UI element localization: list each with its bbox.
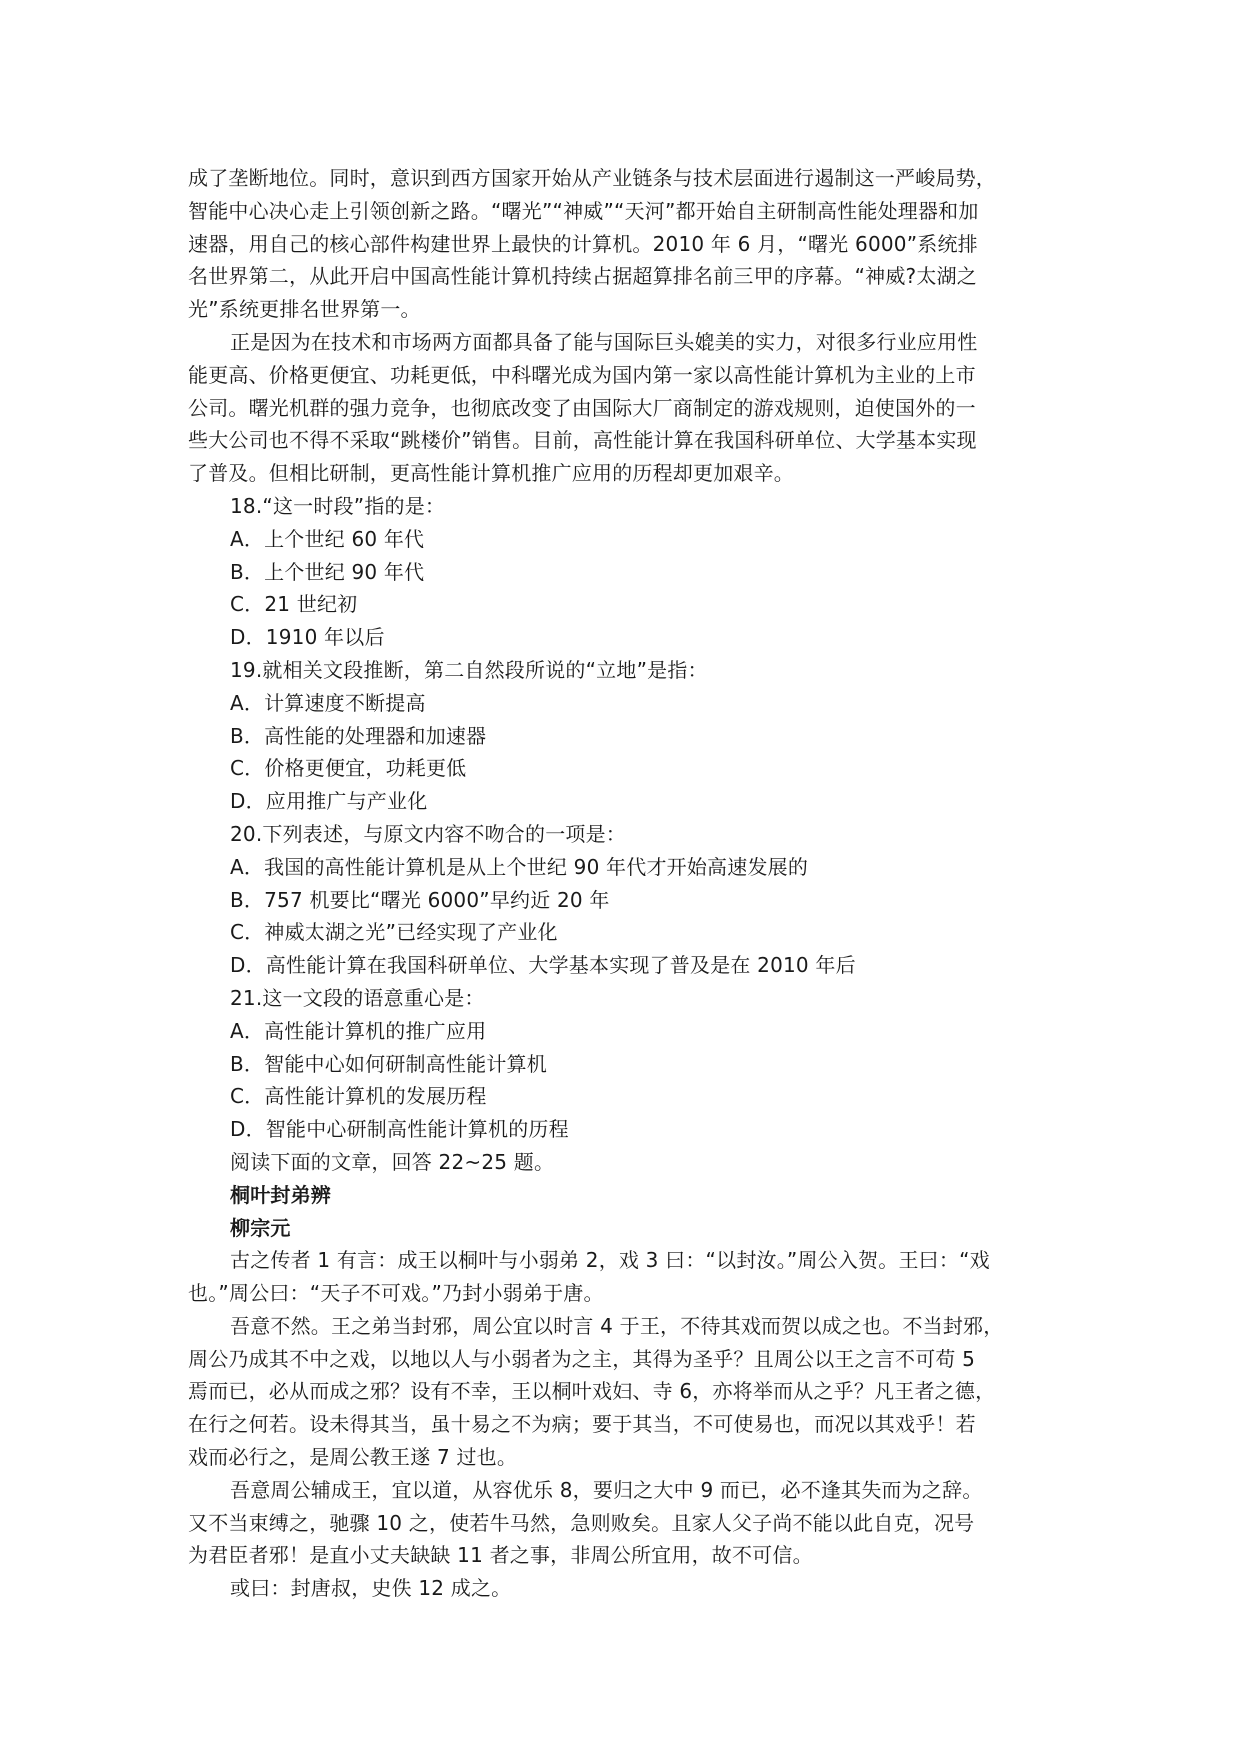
text-line: 为君臣者邪！是直小丈夫缺缺 11 者之事，非周公所宜用，故不可信。 — [188, 1543, 813, 1568]
text-line: 能更高、价格更便宜、功耗更低，中科曙光成为国内第一家以高性能计算机为主业的上市 — [188, 362, 976, 387]
text-line: D．1910 年以后 — [230, 625, 385, 650]
text-line: 也。”周公曰：“天子不可戏。”乃封小弱弟于唐。 — [188, 1281, 604, 1306]
text-line: D．高性能计算在我国科研单位、大学基本实现了普及是在 2010 年后 — [230, 953, 856, 978]
text-line: 吾意不然。王之弟当封邪，周公宜以时言 4 于王，不待其戏而贺以成之也。不当封邪， — [230, 1313, 1004, 1338]
text-line: A．上个世纪 60 年代 — [230, 526, 425, 551]
text-line: A．我国的高性能计算机是从上个世纪 90 年代才开始高速发展的 — [230, 854, 809, 879]
text-line: 速器，用自己的核心部件构建世界上最快的计算机。2010 年 6 月，“曙光 6000”系统排 — [188, 231, 978, 256]
text-line: 21.这一文段的语意重心是： — [230, 985, 485, 1010]
text-line: B．757 机要比“曙光 6000”早约近 20 年 — [230, 887, 610, 912]
text-line: C．21 世纪初 — [230, 592, 358, 617]
text-line: C．神威太湖之光”已经实现了产业化 — [230, 920, 558, 945]
text-line: 正是因为在技术和市场两方面都具备了能与国际巨头媲美的实力，对很多行业应用性 — [230, 329, 978, 354]
text-line: 18.“这一时段”指的是： — [230, 493, 446, 518]
text-line: 成了垄断地位。同时，意识到西方国家开始从产业链条与技术层面进行遏制这一严峻局势， — [188, 166, 996, 190]
text-line: 些大公司也不得不采取“跳楼价”销售。目前，高性能计算在我国科研单位、大学基本实现 — [188, 428, 977, 453]
heading-line: 桐叶封弟辨 — [230, 1182, 331, 1207]
text-line: 在行之何若。设未得其当，虽十易之不为病；要于其当，不可使易也，而况以其戏乎！若 — [188, 1412, 976, 1437]
text-line: A．计算速度不断提高 — [230, 690, 426, 715]
text-line: 了普及。但相比研制，更高性能计算机推广应用的历程却更加艰辛。 — [188, 461, 794, 486]
text-line: C．高性能计算机的发展历程 — [230, 1084, 487, 1109]
text-line: 吾意周公辅成王，宜以道，从容优乐 8，要归之大中 9 而已，必不逢其失而为之辞。 — [230, 1477, 983, 1502]
heading-line: 柳宗元 — [230, 1215, 291, 1240]
text-line: 19.就相关文段推断，第二自然段所说的“立地”是指： — [230, 657, 708, 682]
text-line: D．智能中心研制高性能计算机的历程 — [230, 1117, 569, 1142]
text-line: 公司。曙光机群的强力竞争，也彻底改变了由国际大厂商制定的游戏规则，迫使国外的一 — [188, 395, 976, 420]
text-line: B．智能中心如何研制高性能计算机 — [230, 1051, 547, 1076]
text-line: 戏而必行之，是周公教王遂 7 过也。 — [188, 1445, 518, 1470]
text-line: 阅读下面的文章，回答 22~25 题。 — [230, 1149, 555, 1174]
text-line: C．价格更便宜，功耗更低 — [230, 756, 467, 781]
text-line: 20.下列表述，与原文内容不吻合的一项是： — [230, 821, 627, 846]
text-line: 或曰：封唐叔，史佚 12 成之。 — [230, 1576, 512, 1601]
text-line: A．高性能计算机的推广应用 — [230, 1018, 487, 1043]
text-line: 智能中心决心走上引领创新之路。“曙光”“神威”“天河”都开始自主研制高性能处理器和加 — [188, 198, 979, 223]
text-line: 又不当束缚之，驰骤 10 之，使若牛马然，急则败矣。且家人父子尚不能以此自克，况号 — [188, 1510, 975, 1535]
text-line: D．应用推广与产业化 — [230, 789, 428, 814]
text-line: B．高性能的处理器和加速器 — [230, 723, 487, 748]
text-line: B．上个世纪 90 年代 — [230, 559, 425, 584]
document-page — [188, 162, 1058, 1605]
text-line: 古之传者 1 有言：成王以桐叶与小弱弟 2，戏 3 曰：“以封汝。”周公入贺。王曰：“戏 — [230, 1248, 990, 1273]
text-line: 周公乃成其不中之戏，以地以人与小弱者为之主，其得为圣乎？且周公以王之言不可苟 5 — [188, 1346, 976, 1371]
text-line: 焉而已，必从而成之邪？设有不幸，王以桐叶戏妇、寺 6，亦将举而从之乎？凡王者之德， — [188, 1379, 996, 1404]
text-line: 名世界第二，从此开启中国高性能计算机持续占据超算排名前三甲的序幕。“神威?太湖之 — [188, 264, 977, 289]
text-line: 光”系统更排名世界第一。 — [188, 297, 421, 322]
